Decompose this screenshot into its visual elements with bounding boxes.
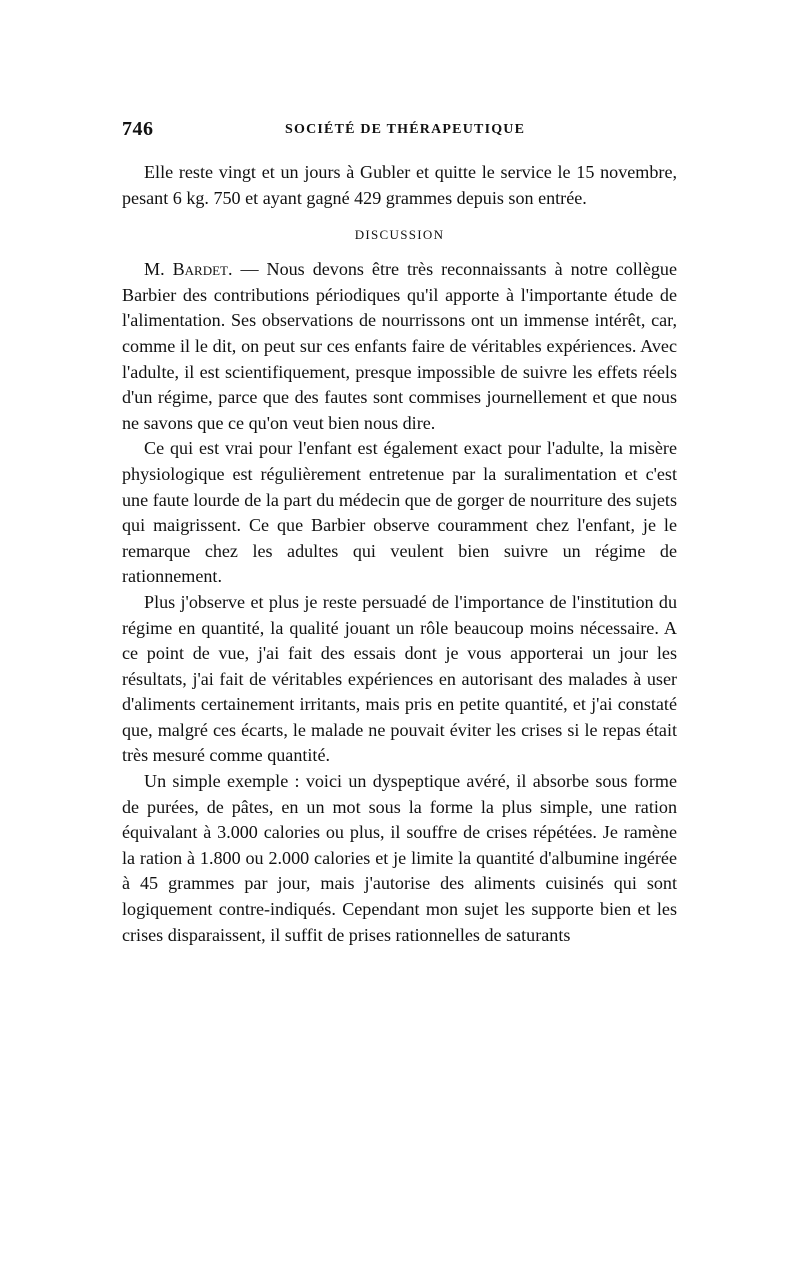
book-page [122, 118, 677, 948]
discussion-opening-paragraph [122, 257, 677, 436]
running-title: SOCIÉTÉ DE THÉRAPEUTIQUE [285, 122, 526, 137]
discussion-paragraph: Ce qui est vrai pour l'enfant est également exact pour l'adulte, la misère physiologique est régulièrement entretenue par la suralimentation et c'est une faute lourde de la part du médecin que de gorger de nourriture des sujets qui maigrissent. Ce que Barbier observe couramment chez l'enfant, je le remarque chez les adultes qui veulent bien suivre un régime de rationnement. [122, 438, 677, 587]
speaker-name: M. Bardet. [144, 259, 233, 280]
discussion-opening-text: — Nous devons être très reconnaissants à notre collègue Barbier des contributions périodiques qu'il apporte à l'importante étude de l'alimentation. Ses observations de nourrissons ont un immense intérêt, car, comme il le dit, on peut sur ces enfants faire de véritables expériences. Avec l'adulte, il est scientifiquement, presque impossible de suivre les effets réels d'un régime, parce que des fautes sont commises journellement et que nous ne savons que ce qu'on veut bien nous dire. [122, 259, 677, 433]
discussion-paragraph: Plus j'observe et plus je reste persuadé de l'importance de l'institution du régime en quantité, la qualité jouant un rôle beaucoup moins nécessaire. A ce point de vue, j'ai fait des essais dont je vous apporterai un jour les résultats, j'ai fait de véritables expériences en autorisant des malades à user d'aliments certainement irritants, mais pris en petite quantité, et j'ai constaté que, malgré ces écarts, le malade ne pouvait éviter les crises si le repas était très mesuré comme quantité. [122, 591, 677, 766]
intro-paragraph: Elle reste vingt et un jours à Gubler et quitte le service le 15 novembre, pesant 6 kg. 750 et ayant gagné 429 grammes depuis son entrée. [122, 162, 677, 208]
discussion-paragraph: Un simple exemple : voici un dyspeptique avéré, il absorbe sous forme de purées, de pâtes, en un mot sous la forme la plus simple, une ration équivalant à 3.000 calories ou plus, il souffre de crises répétées. Je ramène la ration à 1.800 ou 2.000 calories et je limite la quantité d'albumine ingérée à 45 grammes par jour, mais j'autorise des aliments cuisinés qui sont logiquement contre-indiqués. Cependant mon sujet les supporte bien et les crises disparaissent, il suffit de prises rationnelles de saturants [122, 771, 677, 945]
body-text [122, 160, 677, 948]
running-head [122, 118, 677, 146]
page-number: 746 [122, 118, 154, 140]
section-heading: DISCUSSION [354, 227, 445, 243]
